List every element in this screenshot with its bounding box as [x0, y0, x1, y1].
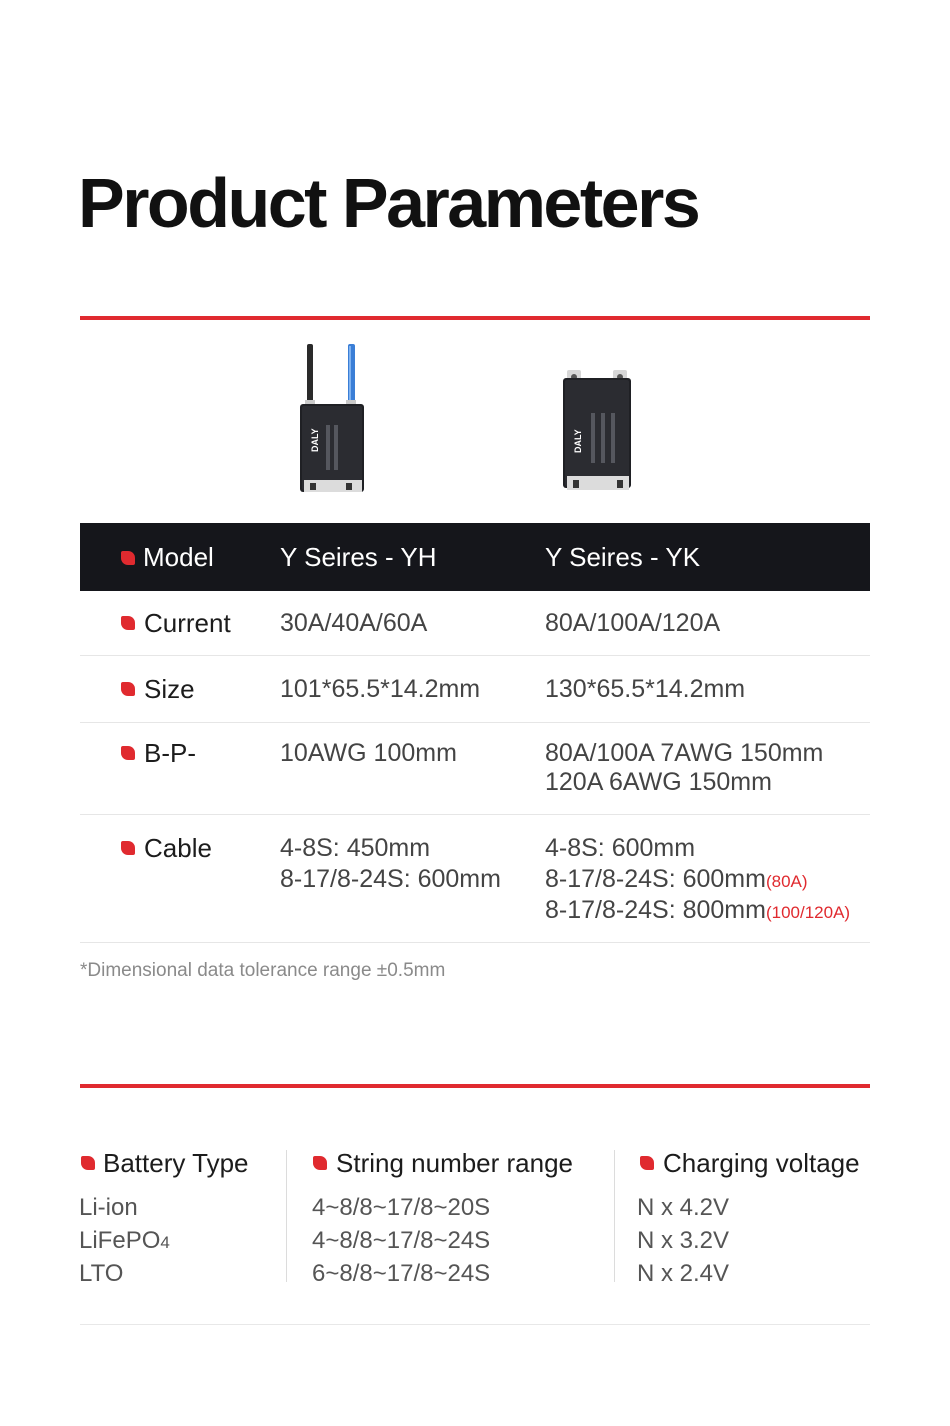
current-yk-value: 80A/100A/120A — [545, 609, 721, 637]
charging-voltage-item: N x 2.4V — [637, 1260, 730, 1287]
size-yh-value: 101*65.5*14.2mm — [280, 675, 481, 703]
bullet-icon — [640, 1156, 654, 1170]
cable-yh-value-1: 4-8S: 450mm — [280, 834, 431, 862]
header-label-model: Model — [143, 542, 214, 572]
row-divider — [80, 942, 870, 943]
bp-yh-value: 10AWG 100mm — [280, 739, 457, 767]
bullet-icon — [121, 616, 135, 630]
string-range-item: 4~8/8~17/8~20S — [312, 1194, 491, 1221]
cable-yk-note-80a: (80A) — [765, 872, 808, 891]
column-separator — [614, 1150, 615, 1282]
row-divider — [80, 655, 870, 656]
product-image-yh — [290, 340, 370, 500]
tolerance-footnote: *Dimensional data tolerance range ±0.5mm — [80, 960, 446, 981]
current-yh-value: 30A/40A/60A — [280, 609, 428, 637]
row-divider — [80, 814, 870, 815]
row-divider — [80, 722, 870, 723]
bottom-divider — [80, 1084, 870, 1088]
footer-divider — [80, 1324, 870, 1325]
header-col-yh: Y Seires - YH — [280, 542, 437, 572]
page-title: Product Parameters — [78, 164, 699, 242]
charging-voltage-item: N x 4.2V — [637, 1194, 730, 1221]
bullet-icon — [121, 841, 135, 855]
charging-voltage-heading: Charging voltage — [663, 1148, 860, 1178]
string-range-item: 6~8/8~17/8~24S — [312, 1260, 491, 1287]
cable-yk-note-100-120a: (100/120A) — [765, 903, 851, 922]
cable-yk-value-1: 4-8S: 600mm — [545, 834, 696, 862]
battery-type-item: LTO — [79, 1260, 124, 1287]
cable-yk-value-2: 8-17/8-24S: 600mm(80A) — [545, 865, 808, 893]
bullet-icon — [121, 682, 135, 696]
row-label-current: Current — [144, 608, 231, 638]
bullet-icon — [121, 746, 135, 760]
row-label-cable: Cable — [144, 833, 212, 863]
daly-logo-yh: DALY — [310, 428, 320, 452]
header-col-yk: Y Seires - YK — [545, 542, 701, 572]
battery-type-heading: Battery Type — [103, 1148, 249, 1178]
string-range-item: 4~8/8~17/8~24S — [312, 1227, 491, 1254]
bullet-icon — [121, 551, 135, 565]
bullet-icon — [81, 1156, 95, 1170]
row-label-bp: B-P- — [144, 738, 196, 768]
charging-voltage-item: N x 3.2V — [637, 1227, 730, 1254]
product-image-yk — [555, 368, 635, 500]
cable-yk-value-3: 8-17/8-24S: 800mm(100/120A) — [545, 896, 851, 924]
bp-yk-value-1: 80A/100A 7AWG 150mm — [545, 739, 824, 767]
size-yk-value: 130*65.5*14.2mm — [545, 675, 746, 703]
column-separator — [286, 1150, 287, 1282]
cable-yh-value-2: 8-17/8-24S: 600mm — [280, 865, 501, 893]
table-header — [80, 523, 870, 591]
battery-type-item: Li-ion — [79, 1194, 138, 1221]
bp-yk-value-2: 120A 6AWG 150mm — [545, 768, 772, 796]
battery-type-item: LiFePO4 — [79, 1227, 170, 1254]
row-label-size: Size — [144, 674, 195, 704]
top-divider — [80, 316, 870, 320]
bullet-icon — [313, 1156, 327, 1170]
string-range-heading: String number range — [336, 1148, 574, 1178]
daly-logo-yk: DALY — [573, 429, 583, 453]
